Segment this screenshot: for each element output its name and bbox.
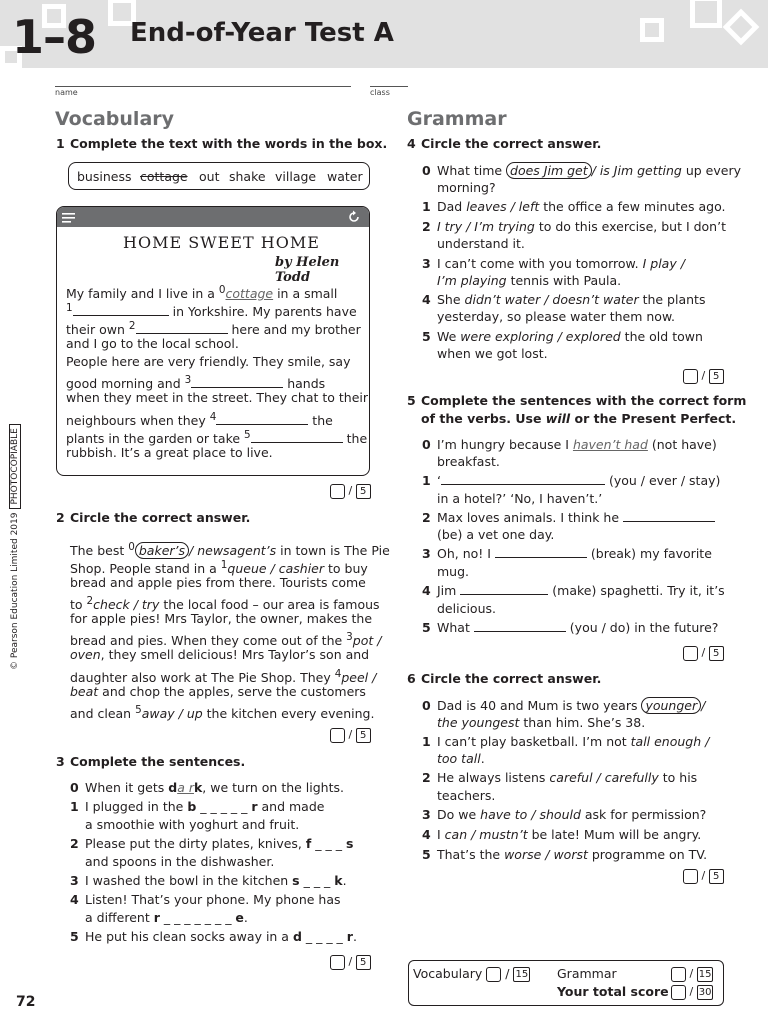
exercise-4-line: We were exploring / explored the old town [437,329,703,344]
answer-blank[interactable] [460,582,548,595]
decorative-square [690,0,722,28]
answer-blank[interactable] [623,509,715,522]
exercise-5-line: Oh, no! I (break) my favorite [437,546,712,561]
exercise-5-line: (be) a vet one day. [437,527,555,542]
item-number: 3 [422,256,431,271]
vocabulary-total: Vocabulary / 15 [413,966,529,981]
score-input[interactable] [671,985,686,1000]
refresh-icon [347,210,361,224]
answer-blank[interactable] [136,321,228,334]
exercise-4-line: She didn’t water / doesn’t water the plants [437,292,706,307]
exercise-6-line: He always listens careful / carefully to his [437,770,698,785]
story-title: HOME SWEET HOME [123,233,320,252]
item-number: 4 [422,827,431,842]
page-title: End-of-Year Test A [130,18,394,48]
answer-choice[interactable]: didn’t water / doesn’t water [464,292,639,307]
exercise-1-instruction: 1 Complete the text with the words in the box. [56,136,388,151]
answer-choice[interactable]: pot / [352,633,382,649]
exercise-2-line: The best $^0$ baker’s / newsagent’s in town is The Pie [70,541,390,559]
exercise-3-item: He put his clean socks away in a d _ _ _ _ r. [85,929,357,944]
item-number: 5 [422,329,431,344]
exercise-5-line: ‘ (you / ever / stay) [437,473,721,488]
grammar-heading: Grammar [407,108,507,130]
answer-choice[interactable]: leaves / left [466,199,540,214]
score-input[interactable] [671,967,686,982]
copyright-notice: © Pearson Education Limited 2019PHOTOCOPIABLE [10,424,20,670]
exercise-4-line: I can’t come with you tomorrow. I play / [437,256,685,271]
answer-choice[interactable]: too tall [437,751,481,766]
answer-choice[interactable]: beat [70,684,99,699]
exercise-3-item: a smoothie with yoghurt and fruit. [85,817,300,832]
example-answer: haven’t had [572,437,648,452]
answer-choice[interactable]: were exploring / explored [460,329,621,344]
decorative-square [723,9,760,46]
item-number: 2 [422,219,431,234]
exercise-5-line: Max loves animals. I think he [437,509,715,527]
exercise-6-line: too tall. [437,751,485,766]
exercise-2-line: to $^2$check / try the local food – our area is famous [70,595,380,613]
exercise-5-line: breakfast. [437,454,500,469]
photocopiable-badge: PHOTOCOPIABLE [9,424,21,508]
item-number: 1 [422,199,431,214]
exercise-2-line: Shop. People stand in a $^1$queue / cashier to buy [70,559,368,577]
item-number: 4 [70,892,79,907]
page-number: 72 [16,994,36,1010]
class-label: class [370,88,390,97]
story-line: My family and I live in a $^0$cottage in a small [66,284,338,302]
score-box-ex1: / 5 [330,483,371,499]
story-line: good morning and $^3$ hands [66,374,326,392]
exercise-3-item: Please put the dirty plates, knives, f _ _ _ s [85,836,354,851]
exercise-6-instruction: 6 Circle the correct answer. [407,671,602,686]
story-line: neighbours when they $^4$ the [66,411,333,429]
exercise-3-item: I plugged in the b _ _ _ _ _ r and made [85,799,325,814]
exercise-3-item: When it gets da rk, we turn on the lights. [85,780,344,795]
exercise-5-line: delicious. [437,601,496,616]
answer-blank[interactable] [73,303,169,316]
exercise-4-instruction: 4 Circle the correct answer. [407,136,602,151]
answer-choice[interactable]: oven [70,647,101,662]
answer-choice[interactable]: tall enough / [630,734,710,749]
exercise-2-line: for apple pies! Mrs Taylor, the owner, makes the [70,611,373,626]
exercise-4-line: yesterday, so please water them now. [437,309,675,324]
score-input[interactable] [683,646,698,661]
answer-choice[interactable]: careful / carefully [549,770,659,785]
item-number: 0 [422,163,431,178]
answer-blank[interactable] [216,412,308,425]
story-toolbar [57,207,369,227]
exercise-4-line: What time does Jim get / is Jim getting up every [437,163,741,178]
score-box-ex3: / 5 [330,954,371,970]
exercise-3-instruction: 3 Complete the sentences. [56,754,246,769]
item-number: 0 [422,437,431,452]
score-input[interactable] [330,484,345,499]
unit-badge: 1–8 [12,10,97,64]
story-line: and I go to the local school. [66,336,239,351]
name-label: name [55,88,78,97]
exercise-4-line: morning? [437,180,496,195]
word-box-item: out [199,169,220,184]
item-number: 0 [422,698,431,713]
word-box-item: cottage [140,169,188,184]
score-input[interactable] [330,728,345,743]
answer-choice[interactable]: worse / worst [504,847,588,862]
exercise-5-line: mug. [437,564,470,579]
item-number: 2 [70,836,79,851]
word-box-item: water [327,169,363,184]
exercise-2-line: bread and pies. When they come out of the $^3$pot / [70,631,382,649]
item-number: 3 [422,807,431,822]
answer-choice[interactable]: can / mustn’t [444,827,528,842]
exercise-6-line: That’s the worse / worst programme on TV. [437,847,708,862]
exercise-3-item: I washed the bowl in the kitchen s _ _ _ k. [85,873,347,888]
exercise-3-item: Listen! That’s your phone. My phone has [85,892,341,907]
total-score: / 30 [671,984,713,1000]
score-input[interactable] [683,369,698,384]
exercise-2-line: and clean $^5$away / up the kitchen every evening. [70,704,375,722]
answer-blank[interactable] [251,430,343,443]
answer-choice[interactable]: peel / [341,670,377,686]
total-score-label: Your total score [557,984,669,999]
story-line: their own $^2$ here and my brother [66,320,361,338]
score-summary [408,960,724,1006]
exercise-6-line: I can’t play basketball. I’m not tall enough / [437,734,710,749]
exercise-5-line: in a hotel?’ ‘No, I haven’t.’ [437,491,603,506]
exercise-4-line: understand it. [437,236,525,251]
story-author: by Helen Todd [275,255,340,285]
answer-choice[interactable]: queue / cashier [227,561,325,577]
item-number: 4 [422,583,431,598]
page-header [0,0,768,68]
exercise-6-line: the youngest than him. She’s 38. [437,715,646,730]
decorative-square [640,18,664,42]
answer-choice[interactable]: away / up [141,706,203,722]
item-number: 1 [422,473,431,488]
answer-blank[interactable] [495,545,587,558]
exercise-3-item: and spoons in the dishwasher. [85,854,275,869]
answer-choice[interactable]: check / try [93,597,160,613]
circled-answer: does Jim get [506,162,592,179]
exercise-5-instruction: 5 Complete the sentences with the correct form of the verbs. Use will or the Present Perfect. [407,393,747,426]
answer-choice[interactable]: I’m playing [437,273,507,288]
item-number: 5 [422,620,431,635]
item-number: 3 [70,873,79,888]
vocabulary-heading: Vocabulary [55,108,175,130]
story-line: $^1$ in Yorkshire. My parents have [66,302,357,320]
item-number: 0 [70,780,79,795]
exercise-4-line: I try / I’m trying to do this exercise, but I don’t [437,219,726,234]
grammar-total-label: Grammar [557,966,617,981]
word-box-item: business [77,169,132,184]
exercise-4-line: when we got lost. [437,346,548,361]
item-number: 2 [422,770,431,785]
menu-icon [62,211,76,223]
score-input[interactable] [486,967,501,982]
exercise-6-line: I can / mustn’t be late! Mum will be angry. [437,827,702,842]
story-line: rubbish. It’s a great place to live. [66,445,273,460]
word-box-item: village [275,169,317,184]
item-number: 4 [422,292,431,307]
exercise-3-item: a different r _ _ _ _ _ _ _ e. [85,910,248,925]
circled-answer: baker’s [135,542,189,559]
exercise-2-line: beat and chop the apples, serve the customers [70,684,366,699]
answer-choice[interactable]: I play / [642,256,685,271]
exercise-5-line: Jim (make) spaghetti. Try it, it’s [437,583,725,598]
item-number: 3 [422,546,431,561]
name-field[interactable] [55,86,351,87]
item-number: 1 [422,734,431,749]
story-line: People here are very friendly. They smile, say [66,354,351,369]
item-number: 5 [422,847,431,862]
exercise-2-line: daughter also work at The Pie Shop. They $^4$peel / [70,668,377,686]
exercise-4-line: Dad leaves / left the office a few minutes ago. [437,199,726,214]
answer-blank[interactable] [191,375,283,388]
score-box-ex2: / 5 [330,727,371,743]
class-field[interactable] [370,86,408,87]
answer-blank[interactable] [441,472,605,485]
exercise-4-line: I’m playing tennis with Paula. [437,273,622,288]
score-input[interactable] [683,869,698,884]
answer-blank[interactable] [474,619,566,632]
score-input[interactable] [330,955,345,970]
story-line: plants in the garden or take $^5$ the [66,429,368,447]
exercise-2-instruction: 2 Circle the correct answer. [56,510,251,525]
exercise-2-line: oven, they smell delicious! Mrs Taylor’s son and [70,647,370,662]
item-number: 2 [422,510,431,525]
item-number: 1 [70,799,79,814]
story-line: when they meet in the street. They chat to their [66,390,369,405]
score-box-ex4: / 5 [683,368,724,384]
exercise-5-line: What (you / do) in the future? [437,620,719,635]
item-number: 5 [70,929,79,944]
word-box [68,162,370,190]
word-box-item: shake [229,169,266,184]
circled-answer: younger [641,697,701,714]
exercise-5-line: I’m hungry because I haven’t had (not have) [437,437,717,452]
exercise-6-line: Dad is 40 and Mum is two years younger / [437,698,706,713]
exercise-6-line: teachers. [437,788,496,803]
exercise-6-line: Do we have to / should ask for permission? [437,807,707,822]
score-box-ex5: / 5 [683,645,724,661]
grammar-total: / 15 [671,966,713,982]
exercise-2-line: bread and apple pies from there. Tourists come [70,575,366,590]
example-answer: cottage [225,286,274,302]
score-box-ex6: / 5 [683,868,724,884]
answer-choice[interactable]: I try / I’m trying [437,219,535,234]
answer-choice[interactable]: have to / should [480,807,581,822]
